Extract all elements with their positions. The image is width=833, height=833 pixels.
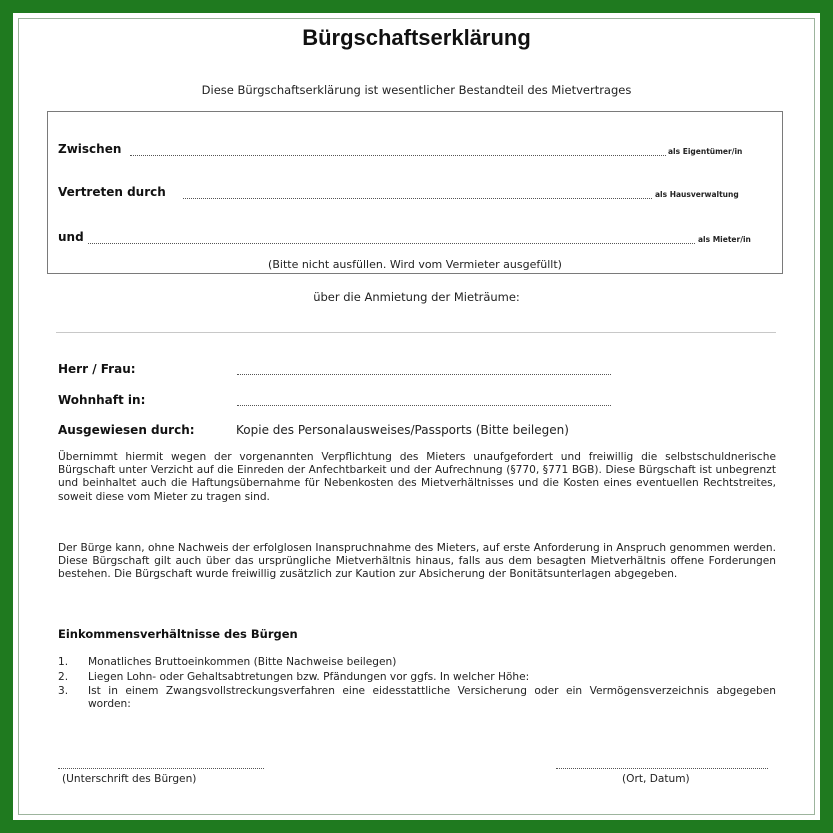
income-heading: Einkommensverhältnisse des Bürgen bbox=[58, 627, 298, 641]
document-title: Bürgschaftserklärung bbox=[302, 25, 531, 50]
section-divider bbox=[56, 332, 776, 333]
party-role-tenant: als Mieter/in bbox=[698, 235, 751, 244]
party-line-und[interactable] bbox=[88, 233, 695, 244]
guarantor-name-label: Herr / Frau: bbox=[58, 362, 136, 376]
paragraph-2: Der Bürge kann, ohne Nachweis der erfolglosen Inanspruchnahme des Mieters, auf erste Anforderung in Anspruch genommen werden. Diese Bürgschaft gilt auch über das ursprüngliche Mietverhältnis hinaus, falls aus dem besagten Mietverhältnis offene Forderungen bestehen. Die Bürgschaft wurde freiwillig zusätzlich zur Kaution zur Absicherung der Bonitätsunterlagen abgegeben. bbox=[58, 542, 776, 581]
signature-caption-place-date: (Ort, Datum) bbox=[622, 773, 690, 785]
guarantor-residence-line[interactable] bbox=[237, 404, 611, 406]
party-role-management: als Hausverwaltung bbox=[655, 190, 739, 199]
guarantor-id-value: Kopie des Personalausweises/Passports (Bitte beilegen) bbox=[236, 423, 569, 437]
signature-line-place-date[interactable] bbox=[556, 767, 768, 769]
list-number: 1. bbox=[58, 656, 69, 668]
intro-text: über die Anmietung der Mieträume: bbox=[313, 290, 520, 304]
list-number: 3. bbox=[58, 685, 69, 697]
guarantor-residence-label: Wohnhaft in: bbox=[58, 393, 146, 407]
signature-caption-guarantor: (Unterschrift des Bürgen) bbox=[62, 773, 197, 785]
list-text: Ist in einem Zwangsvollstreckungsverfahren eine eidesstattliche Versicherung oder ein Vermögensverzeichnis abgegeben worden: bbox=[88, 685, 776, 711]
guarantor-id-label: Ausgewiesen durch: bbox=[58, 423, 195, 437]
list-text: Liegen Lohn- oder Gehaltsabtretungen bzw. Pfändungen vor ggfs. In welcher Höhe: bbox=[88, 671, 530, 683]
paragraph-1: Übernimmt hiermit wegen der vorgenannten Verpflichtung des Mieters unaufgefordert und freiwillig die selbstschuldnerische Bürgschaft unter Verzicht auf die Einreden der Anfechtbarkeit und der Aufrechnung (§770, §771 BGB). Diese Bürgschaft ist unbegrenzt und beinhaltet auch die Haftungsübernahme für Nebenkosten des Mietverhältnisses und die Kosten eines eventuellen Rechtstreites, soweit diese vom Mieter zu tragen sind. bbox=[58, 451, 776, 503]
signature-line-guarantor[interactable] bbox=[58, 767, 264, 769]
list-text: Monatliches Bruttoeinkommen (Bitte Nachweise beilegen) bbox=[88, 656, 397, 668]
party-label-zwischen: Zwischen bbox=[58, 142, 122, 156]
party-line-vertreten[interactable] bbox=[183, 188, 652, 199]
party-line-zwischen[interactable] bbox=[130, 145, 666, 156]
list-number: 2. bbox=[58, 671, 69, 683]
parties-note: (Bitte nicht ausfüllen. Wird vom Vermieter ausgefüllt) bbox=[268, 258, 562, 271]
document-subtitle: Diese Bürgschaftserklärung ist wesentlicher Bestandteil des Mietvertrages bbox=[201, 83, 632, 97]
guarantor-name-line[interactable] bbox=[237, 373, 611, 375]
party-role-owner: als Eigentümer/in bbox=[668, 147, 743, 156]
party-label-und: und bbox=[58, 230, 84, 244]
party-label-vertreten: Vertreten durch bbox=[58, 185, 166, 199]
